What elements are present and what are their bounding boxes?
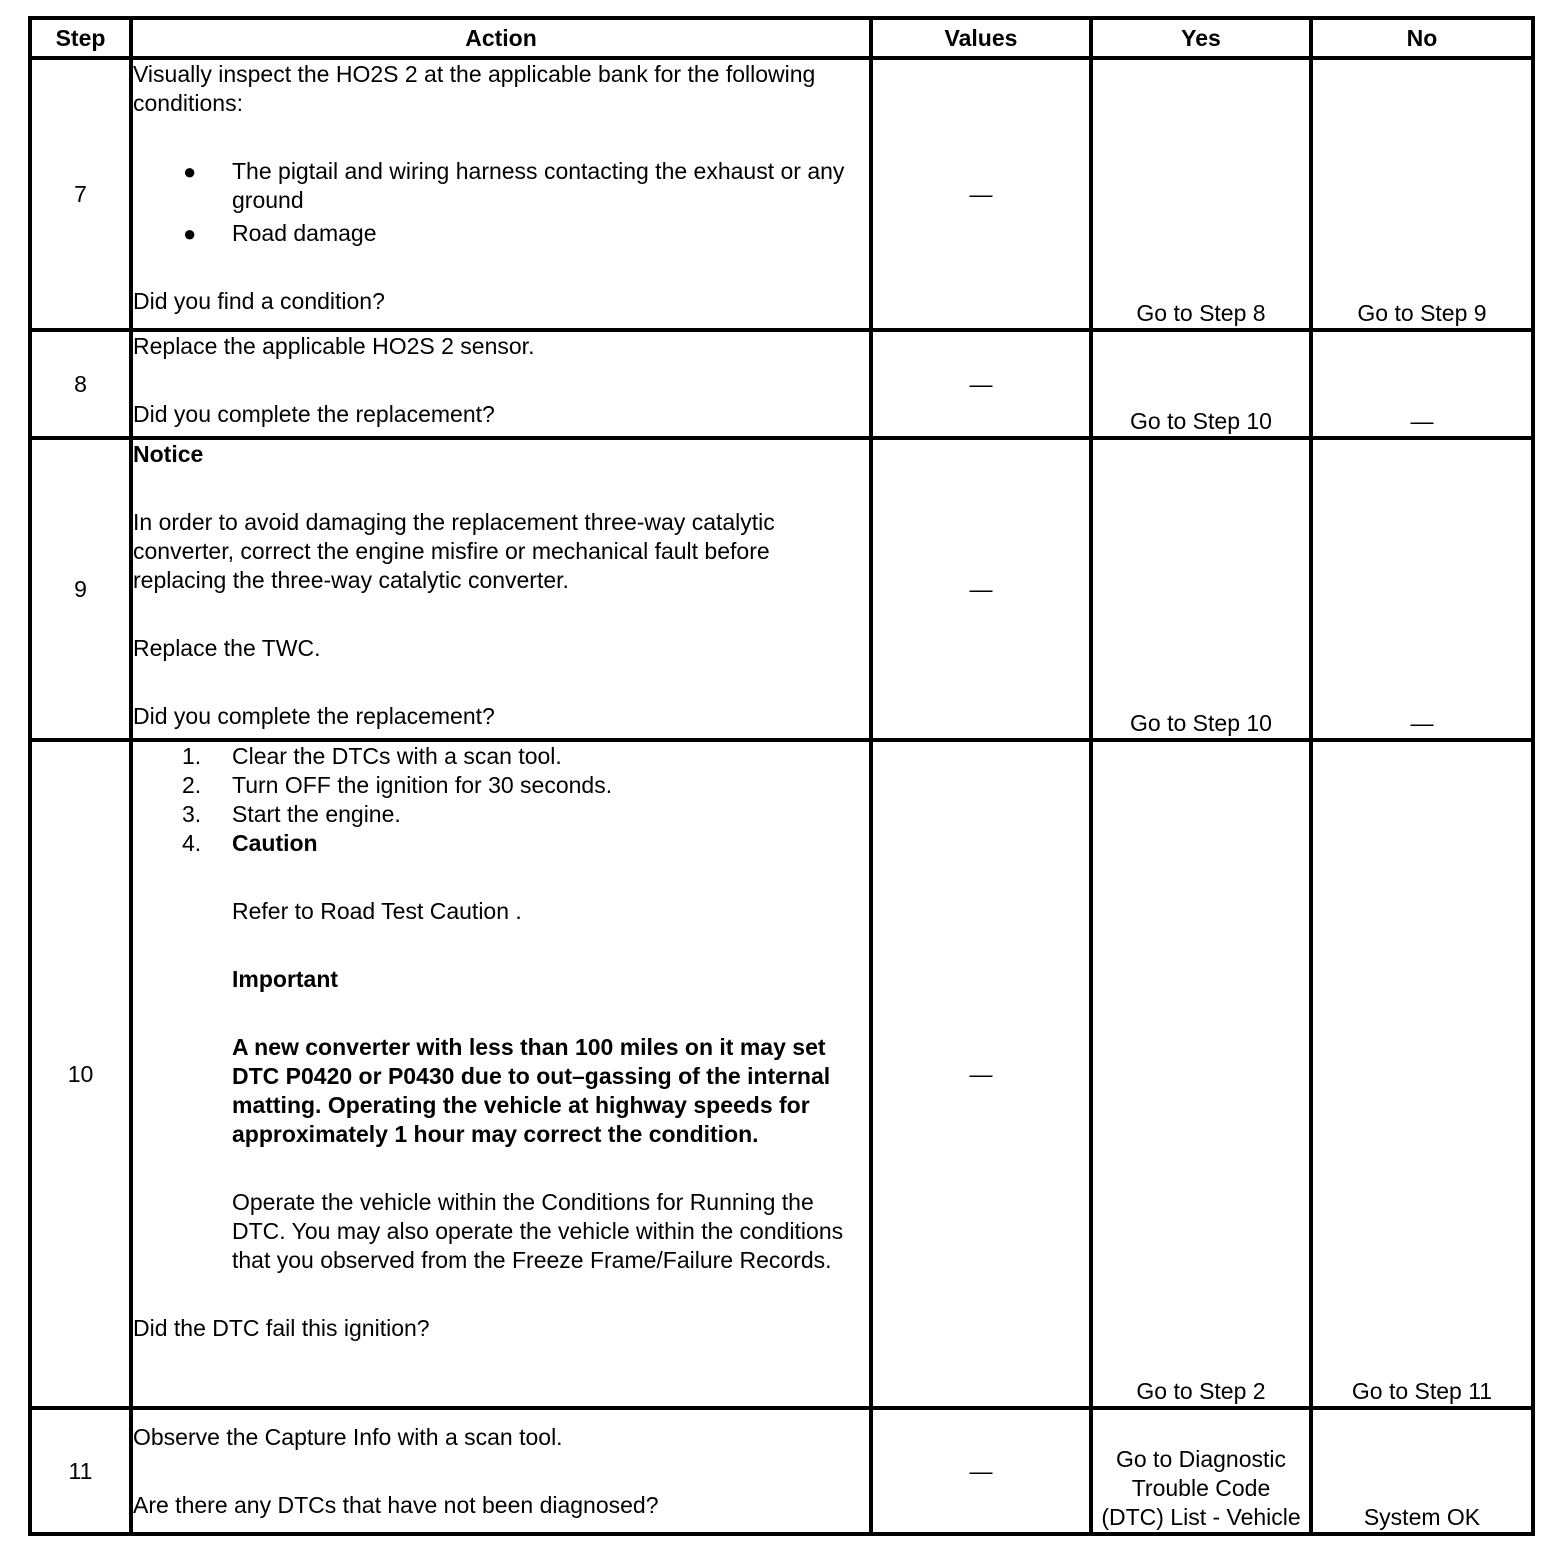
diagnostic-table: [28, 16, 1535, 1536]
action-text: Replace the TWC.: [133, 635, 321, 661]
header-no: No: [1311, 18, 1533, 58]
no-cell: Go to Step 9: [1311, 58, 1533, 330]
action-question: Did you complete the replacement?: [133, 401, 495, 427]
bullet-icon: ●: [183, 159, 197, 184]
step-number: 8: [30, 330, 131, 438]
yes-cell: Go to Step 10: [1091, 330, 1311, 438]
action-question: Did you find a condition?: [133, 288, 385, 314]
yes-cell: Go to Step 8: [1091, 58, 1311, 330]
action-cell: [131, 1408, 871, 1534]
no-cell: Go to Step 11: [1311, 740, 1533, 1408]
step-number: 11: [30, 1408, 131, 1534]
important-text: A new converter with less than 100 miles on it may set DTC P0420 or P0430 due to out–gassing of the internal matting. Operating the vehicle at highway speeds for approximately 1 hour may correct the condition.: [232, 1034, 831, 1147]
table-row-step-10: [30, 740, 1533, 1408]
condition-list: [133, 157, 869, 248]
header-values: Values: [871, 18, 1091, 58]
yes-cell: Go to Diagnostic Trouble Code (DTC) List - Vehicle: [1091, 1408, 1311, 1534]
action-cell: [131, 438, 871, 740]
list-item: 1. Clear the DTCs with a scan tool.: [182, 743, 562, 769]
header-yes: Yes: [1091, 18, 1311, 58]
values-cell: —: [871, 438, 1091, 740]
action-question: Are there any DTCs that have not been diagnosed?: [133, 1491, 659, 1518]
no-cell: —: [1311, 330, 1533, 438]
yes-cell: Go to Step 2: [1091, 740, 1311, 1408]
list-item: 4. Caution: [182, 830, 318, 856]
no-cell: System OK: [1311, 1408, 1533, 1534]
values-cell: —: [871, 740, 1091, 1408]
list-item: 2. Turn OFF the ignition for 30 seconds.: [182, 772, 613, 798]
action-cell: [131, 330, 871, 438]
bullet-icon: ●: [183, 221, 197, 246]
important-heading: Important: [232, 966, 339, 992]
action-question: Did you complete the replacement?: [133, 703, 495, 729]
step-number: 9: [30, 438, 131, 740]
operate-text: Operate the vehicle within the Conditions for Running the DTC. You may also operate the vehicle within the conditions that you observed from the Freeze Frame/Failure Records.: [232, 1189, 844, 1273]
table-row-step-8: [30, 330, 1533, 438]
list-item: ● The pigtail and wiring harness contacting the exhaust or any ground: [183, 158, 845, 213]
table-row-step-11: [30, 1408, 1533, 1534]
notice-text: In order to avoid damaging the replacement three-way catalytic converter, correct the engine misfire or mechanical fault before replacing the three-way catalytic converter.: [133, 509, 775, 593]
action-question: Did the DTC fail this ignition?: [133, 1315, 430, 1341]
procedure-list: [133, 742, 869, 858]
header-row: [30, 18, 1533, 58]
action-cell: [131, 740, 871, 1408]
no-cell: —: [1311, 438, 1533, 740]
caution-reference: Refer to Road Test Caution .: [232, 898, 522, 924]
values-cell: —: [871, 1408, 1091, 1534]
values-cell: —: [871, 58, 1091, 330]
step-number: 10: [30, 740, 131, 1408]
step-number: 7: [30, 58, 131, 330]
header-step: Step: [30, 18, 131, 58]
header-action: Action: [131, 18, 871, 58]
action-cell: [131, 58, 871, 330]
list-item: 3. Start the engine.: [182, 801, 401, 827]
notice-heading: Notice: [133, 441, 204, 467]
yes-cell: Go to Step 10: [1091, 438, 1311, 740]
table-row-step-9: [30, 438, 1533, 740]
list-item: ● Road damage: [183, 220, 377, 246]
action-text: Replace the applicable HO2S 2 sensor.: [133, 333, 535, 359]
action-text: Observe the Capture Info with a scan tool.: [133, 1423, 563, 1450]
action-intro: Visually inspect the HO2S 2 at the applicable bank for the following conditions:: [133, 61, 816, 116]
values-cell: —: [871, 330, 1091, 438]
table-row-step-7: [30, 58, 1533, 330]
